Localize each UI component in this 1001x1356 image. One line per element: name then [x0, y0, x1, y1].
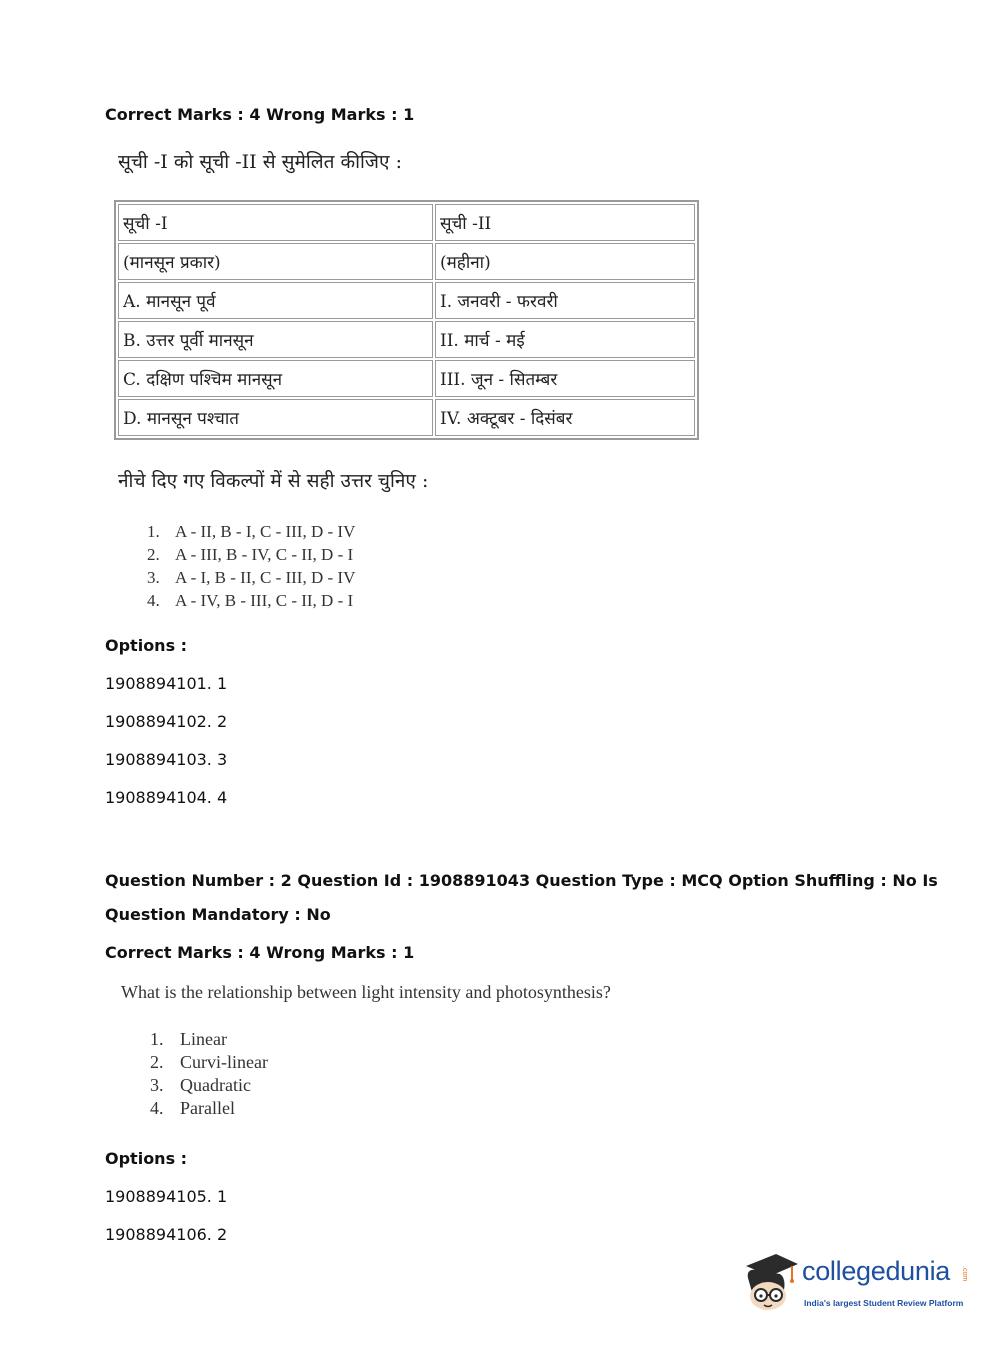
mascot-icon — [740, 1250, 800, 1314]
q1-options-label: Options : — [105, 636, 188, 655]
collegedunia-logo — [740, 1248, 970, 1320]
table-cell: IV. अक्टूबर - दिसंबर — [435, 399, 695, 436]
choice-number: 3. — [150, 1075, 164, 1095]
q2-header-continued: Question Mandatory : No — [105, 905, 331, 924]
list-item — [147, 589, 355, 612]
choice-number: 2. — [147, 545, 160, 564]
table-cell: III. जून - सितम्बर — [435, 360, 695, 397]
choice-number: 1. — [147, 522, 160, 541]
logo-wordmark: collegedunia — [802, 1256, 951, 1286]
choice-text: A - III, B - IV, C - II, D - I — [175, 545, 354, 564]
logo-tagline: India's largest Student Review Platform — [804, 1298, 964, 1308]
q2-choice-list — [150, 1028, 268, 1120]
choice-number: 4. — [150, 1098, 164, 1118]
q1-instruction: सूची -I को सूची -II से सुमेलित कीजिए : — [118, 151, 402, 173]
table-cell: II. मार्च - मई — [435, 321, 695, 358]
match-table — [114, 200, 699, 440]
option-line: 1908894101. 1 — [105, 674, 228, 693]
list-item — [147, 543, 355, 566]
table-row — [118, 204, 695, 241]
option-line: 1908894102. 2 — [105, 712, 228, 731]
table-cell: सूची -I — [118, 204, 433, 241]
table-cell: D. मानसून पश्चात — [118, 399, 433, 436]
choice-text: Curvi-linear — [180, 1052, 268, 1072]
option-line: 1908894103. 3 — [105, 750, 228, 769]
table-cell: I. जनवरी - फरवरी — [435, 282, 695, 319]
q2-question-text: What is the relationship between light intensity and photosynthesis? — [121, 982, 611, 1002]
table-row — [118, 360, 695, 397]
table-row — [118, 243, 695, 280]
table-cell: C. दक्षिण पश्चिम मानसून — [118, 360, 433, 397]
list-item — [147, 566, 355, 589]
choice-text: A - IV, B - III, C - II, D - I — [175, 591, 354, 610]
table-cell: (महीना) — [435, 243, 695, 280]
q1-marks-line: Correct Marks : 4 Wrong Marks : 1 — [105, 105, 415, 124]
q2-header: Question Number : 2 Question Id : 1908891043 Question Type : MCQ Option Shuffling : No Is — [105, 871, 938, 890]
logo-com-suffix: .com — [961, 1266, 968, 1282]
choice-text: Quadratic — [180, 1075, 251, 1095]
table-row — [118, 399, 695, 436]
choice-number: 1. — [150, 1029, 164, 1049]
list-item — [150, 1074, 268, 1097]
list-item — [150, 1097, 268, 1120]
q1-choice-list — [147, 520, 355, 612]
choice-text: A - I, B - II, C - III, D - IV — [175, 568, 356, 587]
q1-choose-text: नीचे दिए गए विकल्पों में से सही उत्तर चुनिए : — [118, 470, 429, 492]
list-item — [147, 520, 355, 543]
choice-number: 4. — [147, 591, 160, 610]
choice-text: Linear — [180, 1029, 227, 1049]
table-cell: A. मानसून पूर्व — [118, 282, 433, 319]
q2-marks-line: Correct Marks : 4 Wrong Marks : 1 — [105, 943, 415, 962]
list-item — [150, 1051, 268, 1074]
option-line: 1908894104. 4 — [105, 788, 228, 807]
table-cell: सूची -II — [435, 204, 695, 241]
table-cell: (मानसून प्रकार) — [118, 243, 433, 280]
table-cell: B. उत्तर पूर्वी मानसून — [118, 321, 433, 358]
list-item — [150, 1028, 268, 1051]
choice-text: Parallel — [180, 1098, 235, 1118]
option-line: 1908894106. 2 — [105, 1225, 228, 1244]
option-line: 1908894105. 1 — [105, 1187, 228, 1206]
choice-number: 3. — [147, 568, 160, 587]
choice-text: A - II, B - I, C - III, D - IV — [175, 522, 356, 541]
table-row — [118, 282, 695, 319]
table-row — [118, 321, 695, 358]
q2-options-label: Options : — [105, 1149, 188, 1168]
choice-number: 2. — [150, 1052, 164, 1072]
